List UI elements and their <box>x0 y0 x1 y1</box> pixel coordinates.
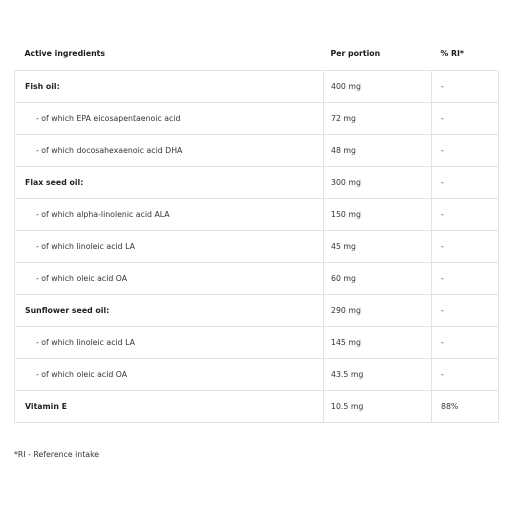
ingredient-ri: - <box>432 230 499 262</box>
ingredient-name: - of which linoleic acid LA <box>15 326 324 358</box>
nutrition-table <box>14 38 499 423</box>
table-row <box>15 166 499 198</box>
ingredient-ri: - <box>432 294 499 326</box>
ingredient-portion: 145 mg <box>324 326 432 358</box>
ingredient-name: - of which docosahexaenoic acid DHA <box>15 134 324 166</box>
ingredient-portion: 60 mg <box>324 262 432 294</box>
ingredient-name: Sunflower seed oil: <box>15 294 324 326</box>
ingredient-portion: 48 mg <box>324 134 432 166</box>
header-per-portion: Per portion <box>330 49 381 59</box>
table-body <box>15 70 499 422</box>
ingredient-ri: - <box>432 358 499 390</box>
ingredient-portion: 72 mg <box>324 102 432 134</box>
table-row <box>15 70 499 102</box>
ingredient-ri: - <box>432 70 499 102</box>
ingredient-portion: 43.5 mg <box>324 358 432 390</box>
ingredient-portion: 300 mg <box>324 166 432 198</box>
ingredient-name: - of which oleic acid OA <box>15 358 324 390</box>
ingredient-name: Flax seed oil: <box>15 166 324 198</box>
ingredient-portion: 400 mg <box>324 70 432 102</box>
ingredient-portion: 45 mg <box>324 230 432 262</box>
table-row <box>15 358 499 390</box>
ingredient-name: - of which linoleic acid LA <box>15 230 324 262</box>
ingredient-portion: 10.5 mg <box>324 390 432 422</box>
table-row <box>15 326 499 358</box>
ingredient-name: - of which alpha-linolenic acid ALA <box>15 198 324 230</box>
ingredient-ri: - <box>432 102 499 134</box>
table-row <box>15 294 499 326</box>
ingredient-portion: 150 mg <box>324 198 432 230</box>
footnote: *RI - Reference intake <box>14 450 100 459</box>
table-row <box>15 134 499 166</box>
ingredient-ri: 88% <box>432 390 499 422</box>
table-row <box>15 390 499 422</box>
ingredient-name: - of which oleic acid OA <box>15 262 324 294</box>
table-row <box>15 262 499 294</box>
header-percent-ri: % RI* <box>440 49 465 59</box>
ingredient-ri: - <box>432 326 499 358</box>
ingredient-portion: 290 mg <box>324 294 432 326</box>
ingredient-name: - of which EPA eicosapentaenoic acid <box>15 102 324 134</box>
ingredient-ri: - <box>432 262 499 294</box>
header-active-ingredients: Active ingredients <box>24 49 106 59</box>
table-header-row <box>15 38 499 70</box>
ingredient-ri: - <box>432 166 499 198</box>
table-row <box>15 230 499 262</box>
ingredient-ri: - <box>432 198 499 230</box>
table-row <box>15 102 499 134</box>
table-row <box>15 198 499 230</box>
ingredient-name: Vitamin E <box>15 390 324 422</box>
ingredient-ri: - <box>432 134 499 166</box>
ingredient-name: Fish oil: <box>15 70 324 102</box>
